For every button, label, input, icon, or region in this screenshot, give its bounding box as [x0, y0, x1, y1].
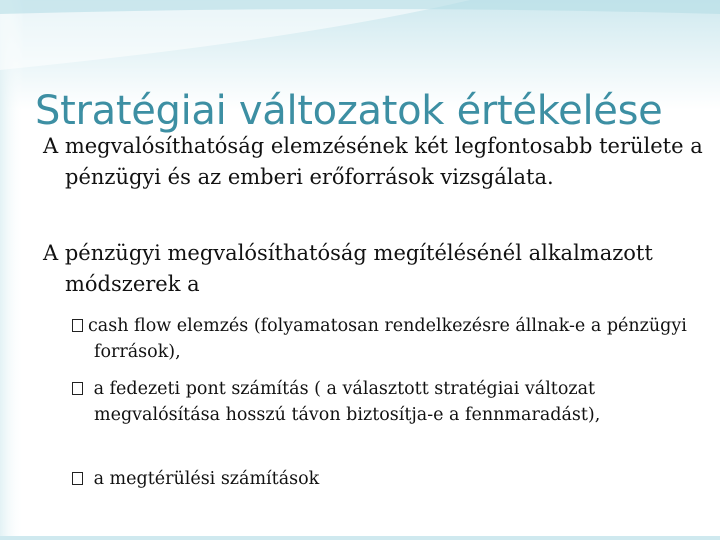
left-edge-band: [0, 0, 24, 540]
bullet-text: a megtérülési számítások: [88, 469, 320, 489]
bullet-item-payback: [72, 466, 720, 492]
box-bullet-icon: [72, 319, 83, 332]
paragraph-financial-methods: A pénzügyi megvalósíthatóság megítélésénél alkalmazott módszerek a: [43, 241, 653, 296]
bullet-text: cash flow elemzés (folyamatosan rendelkezésre állnak-e a pénzügyi források),: [88, 316, 687, 362]
bullet-item-cash-flow: [72, 313, 720, 365]
slide-title: Stratégiai változatok értékelése: [35, 88, 663, 134]
bullet-text: a fedezeti pont számítás ( a választott stratégiai változat megvalósítása hosszú távon biztosítja-e a fennmaradást),: [88, 379, 601, 425]
box-bullet-icon: [72, 382, 83, 395]
paragraph-feasibility: A megvalósíthatóság elemzésének két legfontosabb területe a pénzügyi és az emberi erőforrások vizsgálata.: [43, 134, 703, 189]
bullet-item-break-even: [72, 376, 720, 428]
box-bullet-icon: [72, 472, 83, 485]
